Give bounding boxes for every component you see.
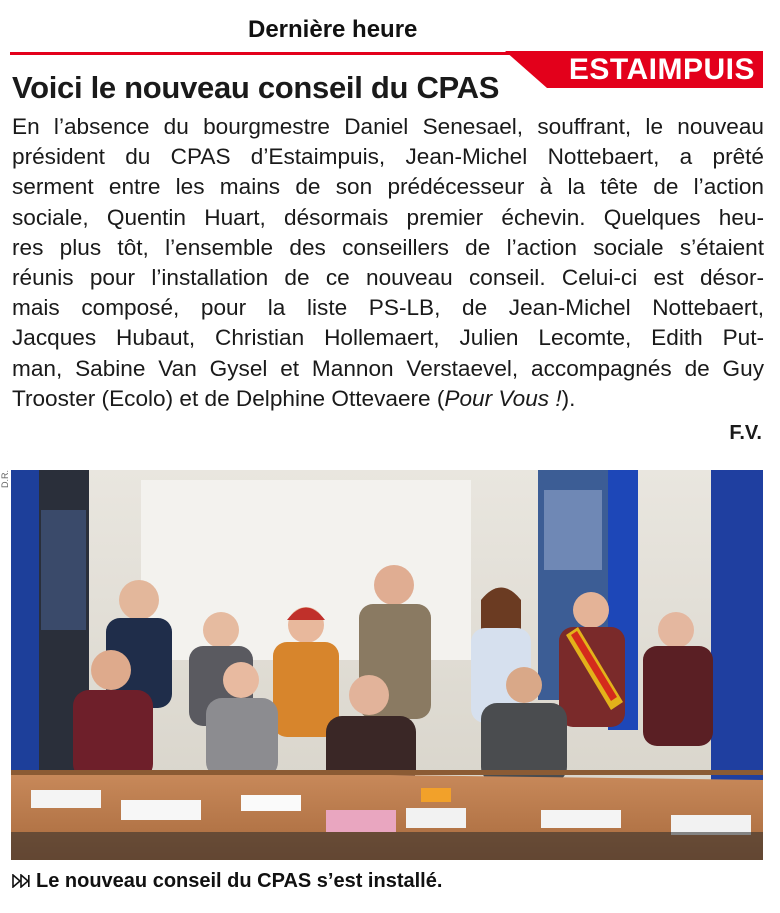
article-line: mais composé, pour la liste PS-LB, de Jean-Michel Nottebaert,	[12, 295, 764, 321]
article-line: En l’absence du bourgmestre Daniel Senesael, souffrant, le nouveau	[12, 114, 764, 139]
article-line: man, Sabine Van Gysel et Mannon Verstaevel, accompagnés de Guy	[12, 355, 764, 381]
article-body	[12, 112, 764, 414]
article-line: serment entre les mains de son prédécesseur à la tête de l’action	[12, 174, 764, 200]
caption-text: Le nouveau conseil du CPAS s’est installé.	[36, 870, 443, 892]
article-line: président du CPAS d’Estaimpuis, Jean-Michel Nottebaert, a prêté	[12, 144, 764, 170]
header-rule	[10, 52, 510, 55]
caption	[12, 870, 442, 894]
photo-credit: D.R.	[0, 470, 10, 488]
group-photo	[11, 470, 763, 860]
double-arrow-icon	[12, 871, 30, 894]
section-header: Dernière heure	[248, 16, 418, 43]
byline: F.V.	[729, 422, 762, 444]
article-line: sociale, Quentin Huart, désormais premier échevin. Quelques heu-	[12, 204, 764, 230]
party-name: Pour Vous !	[444, 385, 562, 411]
location-label: ESTAIMPUIS	[568, 53, 755, 86]
article-line: Jacques Hubaut, Christian Hollemaert, Julien Lecomte, Edith Put-	[12, 325, 764, 351]
article-line-last	[12, 384, 764, 414]
article-line-end: ).	[561, 385, 576, 411]
article-line: res plus tôt, l’ensemble des conseillers de l’action sociale s’étaient	[12, 234, 764, 260]
headline: Voici le nouveau conseil du CPAS	[12, 70, 500, 105]
article-line: Trooster (Ecolo) et de Delphine Ottevaere (	[12, 385, 445, 411]
location-tag	[505, 51, 763, 88]
article-line: réunis pour l’installation de ce nouveau conseil. Celui-ci est désor-	[12, 265, 764, 291]
